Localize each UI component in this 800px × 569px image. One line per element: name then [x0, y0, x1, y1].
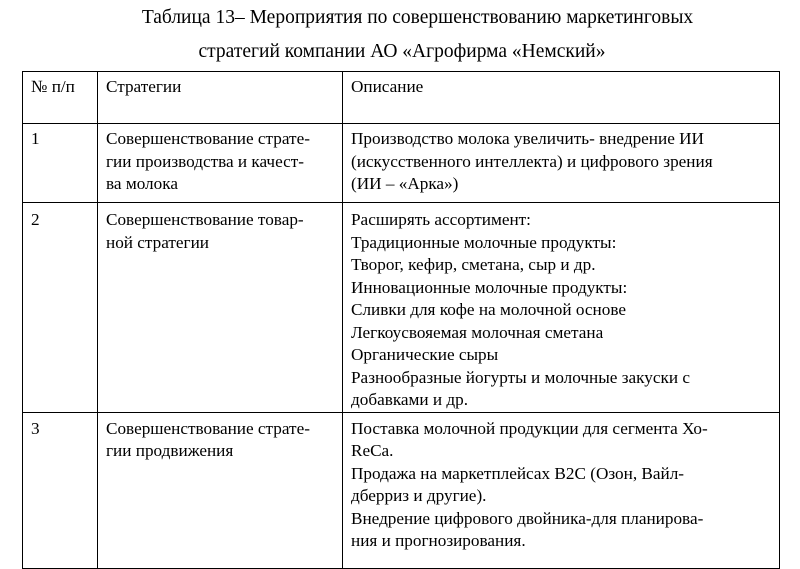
description-line: Производство молока увеличить- внедрение ИИ [351, 129, 704, 148]
description-line: Сливки для кофе на молочной основе [351, 300, 626, 319]
strategy-line: гии продвижения [106, 441, 234, 460]
strategy-line: гии производства и качест- [106, 151, 304, 171]
header-strategies: Стратегии [98, 72, 343, 124]
strategy-line: ной стратегии [106, 232, 209, 252]
description-line: добавками и др. [351, 390, 469, 409]
description-cell [343, 412, 780, 568]
description-line: дберриз и другие). [351, 486, 487, 505]
description-cell [343, 203, 780, 413]
strategy-line: Совершенствование товар- [106, 210, 304, 229]
row-number: 1 [23, 124, 98, 203]
description-line: Инновационные молочные продукты: [351, 277, 628, 297]
strategy-line: Совершенствование страте- [106, 129, 310, 148]
table-caption-line-1: Таблица 13– Мероприятия по совершенствованию маркетинговых [141, 7, 694, 28]
description-line: ния и прогнозирования. [351, 531, 526, 550]
description-line: Поставка молочной продукции для сегмента Хо- [351, 418, 708, 438]
description-line: Легкоусвояемая молочная сметана [351, 322, 604, 342]
strategy-cell [98, 203, 343, 413]
table-row [23, 124, 780, 203]
table-caption-line-2: стратегий компании АО «Агрофирма «Немский» [198, 41, 606, 62]
description-line: ReCa. [351, 441, 394, 460]
row-number: 3 [23, 412, 98, 568]
description-line: Разнообразные йогурты и молочные закуски с [351, 367, 690, 387]
strategy-cell [98, 412, 343, 568]
strategies-table [22, 71, 780, 569]
strategy-line: Совершенствование страте- [106, 418, 310, 438]
description-line: Внедрение цифрового двойника-для планирова- [351, 508, 704, 528]
description-line: Традиционные молочные продукты: [351, 232, 617, 252]
description-line: Расширять ассортимент: [351, 210, 531, 229]
table-header-row [23, 72, 780, 124]
strategy-line: ва молока [106, 174, 178, 193]
table-row [23, 412, 780, 568]
header-number: № п/п [23, 72, 98, 124]
description-line: Творог, кефир, сметана, сыр и др. [351, 255, 596, 274]
header-description: Описание [343, 72, 780, 124]
description-cell [343, 124, 780, 203]
description-line: (искусственного интеллекта) и цифрового зрения [351, 151, 713, 171]
row-number: 2 [23, 203, 98, 413]
description-line: (ИИ – «Арка») [351, 174, 459, 193]
description-line: Продажа на маркетплейсах B2C (Озон, Вайл- [351, 463, 685, 483]
strategy-cell [98, 124, 343, 203]
table-row [23, 203, 780, 413]
description-line: Органические сыры [351, 345, 499, 364]
